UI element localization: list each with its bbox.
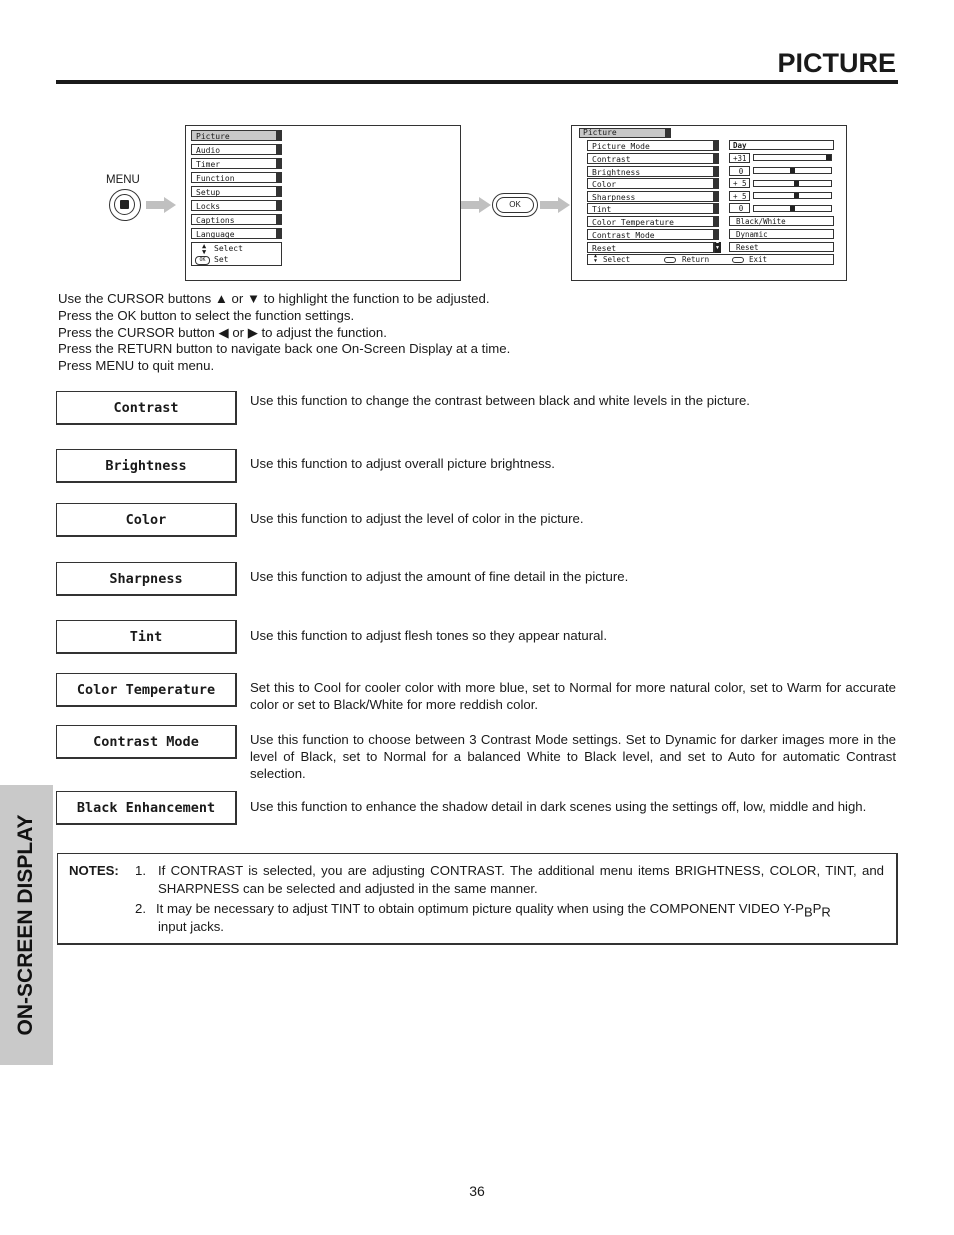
- function-label-box: [56, 562, 237, 596]
- up-down-icon: ▲: [594, 253, 598, 259]
- picture-menu-item[interactable]: Picture Mode: [587, 140, 719, 151]
- picture-mode-value[interactable]: Day: [729, 140, 834, 150]
- picture-menu-hint-bar: [587, 254, 834, 265]
- picture-menu-item[interactable]: Contrast: [587, 153, 719, 164]
- arrow-right-icon: [146, 197, 178, 213]
- instruction-line: Press the RETURN button to navigate back one On-Screen Display at a time.: [58, 341, 511, 357]
- ok-button-label: OK: [496, 197, 534, 213]
- note-text: [156, 900, 831, 921]
- hint-select: Select: [603, 255, 631, 264]
- function-label-box: [56, 449, 237, 483]
- up-down-icon: ▼: [594, 258, 598, 264]
- instruction-line: Press the OK button to select the function settings.: [58, 307, 355, 323]
- ok-button: [492, 193, 538, 217]
- main-menu-item[interactable]: Timer: [191, 158, 282, 169]
- note2-sub: R: [821, 904, 831, 920]
- hint-exit: Exit: [749, 255, 768, 264]
- function-description: Use this function to change the contrast between black and white levels in the picture.: [250, 393, 750, 408]
- notes-label: NOTES:: [69, 863, 119, 878]
- side-tab-label: ON-SCREEN DISPLAY: [14, 814, 37, 1036]
- function-label-box: [56, 391, 237, 425]
- menu-button: [109, 189, 141, 221]
- note2-mid: P: [812, 901, 822, 916]
- note2-text: It may be necessary to adjust TINT to obtain optimum picture quality when using the COMPONENT VIDEO Y-P: [156, 901, 804, 916]
- function-name: Contrast Mode: [93, 733, 199, 750]
- ok-icon: OK: [195, 256, 210, 265]
- side-tab: [0, 785, 53, 1065]
- tint-slider[interactable]: [753, 205, 832, 212]
- return-icon: [664, 257, 676, 263]
- function-description: Use this function to adjust overall picture brightness.: [250, 456, 555, 471]
- picture-menu-item[interactable]: Tint: [587, 203, 719, 214]
- function-label-box: [56, 673, 237, 707]
- arrow-right-icon: [540, 197, 572, 213]
- function-name: Tint: [129, 628, 163, 645]
- page-title: PICTURE: [777, 48, 896, 78]
- picture-menu-header: Picture: [579, 128, 671, 138]
- color-value: + 5: [729, 178, 750, 188]
- exit-icon: [732, 257, 744, 263]
- tint-value: 0: [729, 203, 750, 213]
- brightness-value: 0: [729, 166, 750, 176]
- contrast-mode-value[interactable]: Dynamic: [729, 229, 834, 239]
- main-menu-item[interactable]: Captions: [191, 214, 282, 225]
- notes-box: [57, 853, 898, 945]
- main-menu-item[interactable]: Audio: [191, 144, 282, 155]
- main-menu-item[interactable]: Picture: [191, 130, 282, 141]
- instructions: [58, 291, 510, 375]
- main-menu-screen: [185, 125, 461, 281]
- note-number: 1.: [135, 863, 146, 878]
- function-description: Use this function to adjust the amount of fine detail in the picture.: [250, 569, 629, 584]
- function-name: Black Enhancement: [76, 799, 216, 816]
- function-description: Use this function to adjust the level of color in the picture.: [250, 511, 584, 526]
- note-number: 2.: [135, 901, 146, 916]
- up-down-icon: ▲: [202, 242, 207, 250]
- function-label-box: [56, 791, 237, 825]
- picture-menu-item[interactable]: Contrast Mode: [587, 229, 719, 240]
- up-down-icon: ▼: [202, 248, 207, 256]
- picture-menu-item[interactable]: Brightness: [587, 166, 719, 177]
- picture-menu-item[interactable]: Color: [587, 178, 719, 189]
- sharpness-value: + 5: [729, 191, 750, 201]
- function-description: Use this function to enhance the shadow detail in dark scenes using the settings off, low, middle and high.: [250, 799, 867, 814]
- contrast-slider[interactable]: [753, 154, 832, 161]
- function-name: Color Temperature: [76, 681, 216, 698]
- instruction-line: Press the CURSOR button ◀ or ▶ to adjust the function.: [58, 324, 387, 340]
- instruction-line: Press MENU to quit menu.: [58, 358, 215, 374]
- contrast-value: +31: [729, 153, 750, 163]
- picture-menu-item[interactable]: Sharpness: [587, 191, 719, 202]
- function-name: Color: [125, 511, 167, 528]
- function-name: Brightness: [105, 457, 187, 474]
- title-rule: [56, 80, 898, 84]
- hint-select: Select: [214, 244, 243, 253]
- function-description: Set this to Cool for cooler color with more blue, set to Normal for more natural color, set to Warm for accurate color or set to Black/White for more reddish color.: [250, 680, 896, 712]
- sharpness-slider[interactable]: [753, 192, 832, 199]
- function-name: Contrast: [113, 399, 179, 416]
- main-menu-hint-box: [191, 242, 282, 266]
- hint-return: Return: [682, 255, 710, 264]
- function-label-box: [56, 503, 237, 537]
- main-menu-item[interactable]: Locks: [191, 200, 282, 211]
- main-menu-item[interactable]: Setup: [191, 186, 282, 197]
- function-label-box: [56, 620, 237, 654]
- note2-sub: B: [803, 904, 813, 920]
- picture-menu-item[interactable]: Color Temperature: [587, 216, 719, 227]
- reset-value[interactable]: Reset: [729, 242, 834, 252]
- note-text: If CONTRAST is selected, you are adjusting CONTRAST. The additional menu items BRIGHTNESS, COLOR, TINT, and SHARPNESS can be selected and adjusted in the same manner.: [158, 863, 884, 896]
- color-slider[interactable]: [753, 180, 832, 187]
- arrow-right-icon: [461, 197, 493, 213]
- main-menu-item[interactable]: Function: [191, 172, 282, 183]
- color-temperature-value[interactable]: Black/White: [729, 216, 834, 226]
- menu-button-label: MENU: [106, 174, 140, 186]
- function-description: Use this function to adjust flesh tones so they appear natural.: [250, 628, 608, 643]
- hint-set: Set: [214, 255, 229, 264]
- picture-menu-item[interactable]: Reset: [587, 242, 719, 253]
- brightness-slider[interactable]: [753, 167, 832, 174]
- function-description: Use this function to choose between 3 Contrast Mode settings. Set to Dynamic for darker images more in the level of Black, set to Normal for a balanced White to Black level, and set to Auto for automatic Contrast selection.: [250, 732, 896, 781]
- function-label-box: [56, 725, 237, 759]
- instruction-line: Use the CURSOR buttons ▲ or ▼ to highlight the function to be adjusted.: [58, 291, 490, 306]
- page-number: 36: [469, 1183, 485, 1199]
- up-down-icon: ▲ ▼: [715, 239, 720, 251]
- picture-menu-screen: [571, 125, 847, 281]
- note-text: input jacks.: [158, 919, 224, 934]
- function-name: Sharpness: [109, 570, 183, 587]
- main-menu-item[interactable]: Language: [191, 228, 282, 239]
